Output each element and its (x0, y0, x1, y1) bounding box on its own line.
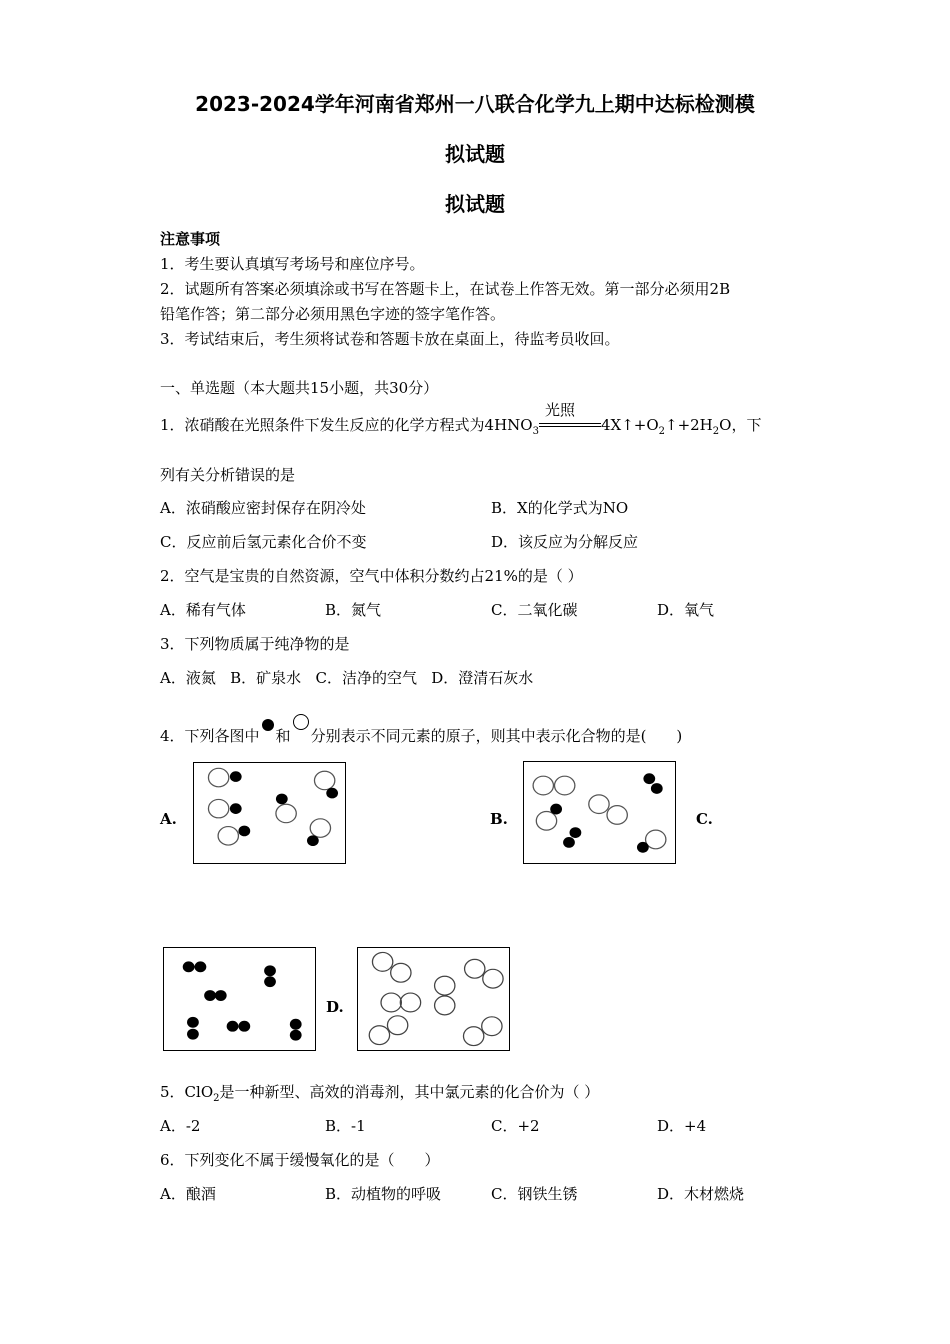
q2-option-a: A．稀有气体 (160, 601, 246, 619)
diagram-c (163, 947, 316, 1051)
title-line-3: 拟试题 (445, 192, 505, 216)
q1-option-d: D．该反应为分解反应 (491, 533, 639, 551)
diagram-d (357, 947, 510, 1051)
black-atom-icon (260, 717, 276, 735)
diagram-a (193, 762, 346, 864)
q6-option-d: D．木材燃烧 (657, 1185, 745, 1203)
notice-item: 铅笔作答；第二部分必须用黑色字迹的签字笔作答。 (160, 305, 506, 323)
title-line-1: 2023-2024学年河南省郑州一八联合化学九上期中达标检测模 (195, 92, 755, 116)
q5-option-d: D．+4 (657, 1117, 707, 1135)
q3-options: A．液氮 B．矿泉水 C．洁净的空气 D．澄清石灰水 (160, 669, 534, 687)
section-heading: 一、单选题（本大题共15小题，共30分） (160, 379, 439, 397)
q6-option-c: C．钢铁生锈 (491, 1185, 578, 1203)
q5-option-a: A．-2 (160, 1117, 201, 1135)
q4-label-c: C. (696, 810, 713, 828)
q2-option-c: C．二氧化碳 (491, 601, 578, 619)
q1-option-b: B．X的化学式为NO (491, 499, 629, 517)
q1-option-a: A．浓硝酸应密封保存在阴冷处 (160, 499, 366, 517)
white-atom-icon (291, 713, 311, 733)
q4-label-d: D. (326, 998, 344, 1016)
q2-option-b: B．氮气 (325, 601, 382, 619)
question-3-stem: 3．下列物质属于纯净物的是 (160, 635, 350, 653)
q1-option-c: C．反应前后氢元素化合价不变 (160, 533, 367, 551)
q4-label-b: B. (490, 810, 508, 828)
question-5-stem: 5．ClO$_2$是一种新型、高效的消毒剂，其中氯元素的化合价为（ ） (160, 1083, 600, 1104)
notice-heading: 注意事项 (160, 230, 221, 248)
title-line-2: 拟试题 (445, 142, 505, 166)
q4-label-a: A. (160, 810, 177, 828)
question-2-stem: 2．空气是宝贵的自然资源，空气中体积分数约占21%的是（ ） (160, 567, 583, 585)
q6-option-b: B．动植物的呼吸 (325, 1185, 442, 1203)
q2-option-d: D．氧气 (657, 601, 715, 619)
q5-option-b: B．-1 (325, 1117, 366, 1135)
question-1-stem-cont: 列有关分析错误的是 (160, 466, 296, 484)
notice-item: 3．考试结束后，考生须将试卷和答题卡放在桌面上，待监考员收回。 (160, 330, 620, 348)
q5-option-c: C．+2 (491, 1117, 540, 1135)
question-6-stem: 6．下列变化不属于缓慢氧化的是（ ） (160, 1151, 440, 1169)
diagram-b (523, 761, 676, 864)
notice-item: 2．试题所有答案必须填涂或书写在答题卡上，在试卷上作答无效。第一部分必须用2B (160, 280, 731, 298)
notice-item: 1．考生要认真填写考场号和座位序号。 (160, 255, 425, 273)
question-1-stem: 1．浓硝酸在光照条件下发生反应的化学方程式为$4HNO_3$ 光照 $4X↑+O_2↑+2H_2O$，下 (160, 401, 762, 437)
question-4-stem: 4．下列各图中 和 分别表示不同元素的原子，则其中表示化合物的是( ) (160, 713, 682, 746)
q6-option-a: A．酿酒 (160, 1185, 216, 1203)
reaction-arrow: 光照 (539, 419, 601, 433)
